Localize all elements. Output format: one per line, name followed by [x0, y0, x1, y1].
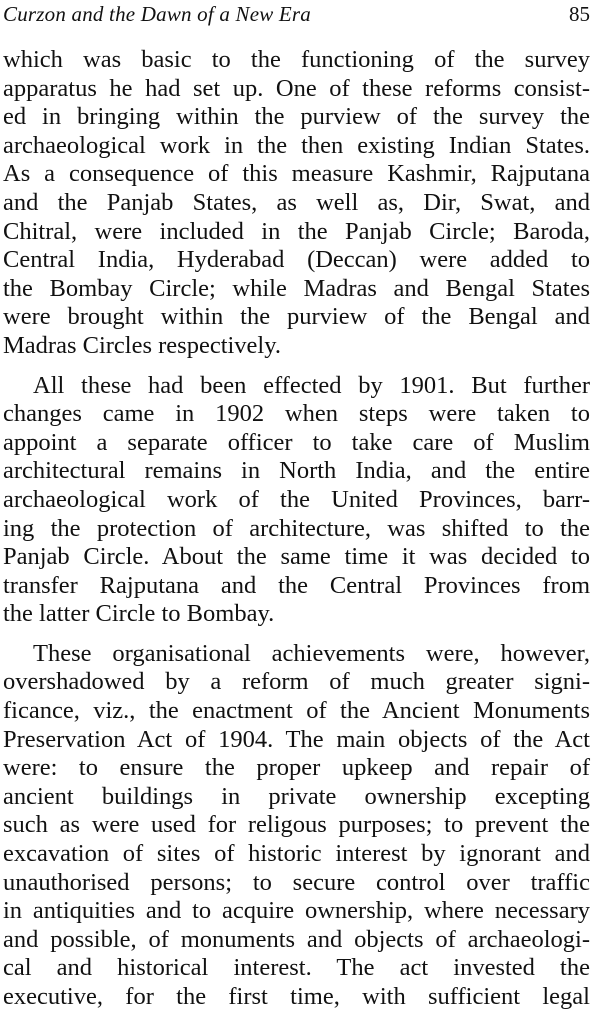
- text-line: and the Panjab States, as well as, Dir, Swat, and: [3, 188, 590, 216]
- text-line: Panjab Circle. About the same time it was decided to: [3, 543, 590, 571]
- text-line: the latter Circle to Bombay.: [3, 600, 275, 628]
- paragraph-1: [3, 46, 590, 361]
- page-header: [3, 0, 593, 30]
- text-line: archaeological work of the United Provinces, barr-: [3, 485, 590, 513]
- text-line: executive, for the first time, with sufficient legal: [3, 983, 590, 1010]
- text-line: cal and historical interest. The act invested the: [3, 954, 590, 982]
- text-line: architectural remains in North India, and the entire: [3, 457, 590, 485]
- text-line: such as were used for religous purposes; to prevent the: [3, 811, 590, 839]
- text-line: the Bombay Circle; while Madras and Bengal States: [3, 274, 590, 302]
- text-line: As a consequence of this measure Kashmir, Rajputana: [3, 160, 590, 188]
- text-line: Madras Circles respectively.: [3, 331, 282, 359]
- text-line: ed in bringing within the purview of the survey the: [3, 103, 590, 131]
- text-line: changes came in 1902 when steps were taken to: [3, 400, 590, 428]
- body-text: [3, 46, 590, 1023]
- paragraph-3: [3, 640, 590, 1012]
- text-line: These organisational achievements were, however,: [33, 639, 590, 667]
- text-line: were: to ensure the proper upkeep and repair of: [3, 754, 590, 782]
- text-line: unauthorised persons; to secure control over traffic: [3, 868, 590, 896]
- text-line: transfer Rajputana and the Central Provinces from: [3, 571, 590, 599]
- text-line: were brought within the purview of the Bengal and: [3, 303, 590, 331]
- text-line: Central India, Hyderabad (Deccan) were added to: [3, 246, 590, 274]
- text-line: in antiquities and to acquire ownership, where necessary: [3, 897, 590, 925]
- page-number: 85: [569, 2, 590, 26]
- text-line: All these had been effected by 1901. But further: [33, 371, 590, 399]
- text-line: ficance, viz., the enactment of the Ancient Monuments: [3, 697, 590, 725]
- text-line: which was basic to the functioning of the survey: [3, 46, 590, 73]
- paragraph-2: [3, 372, 590, 629]
- text-line: ancient buildings in private ownership excepting: [3, 782, 590, 810]
- text-line: ing the protection of architecture, was shifted to the: [3, 514, 590, 542]
- text-line: appoint a separate officer to take care of Muslim: [3, 428, 590, 456]
- text-line: archaeological work in the then existing Indian States.: [3, 131, 590, 159]
- text-line: Chitral, were included in the Panjab Circle; Baroda,: [3, 217, 590, 245]
- text-line: Preservation Act of 1904. The main objects of the Act: [3, 725, 590, 753]
- text-line: overshadowed by a reform of much greater signi-: [3, 668, 590, 696]
- running-head: Curzon and the Dawn of a New Era: [3, 2, 311, 26]
- text-line: apparatus he had set up. One of these reforms consist-: [3, 74, 590, 102]
- text-line: excavation of sites of historic interest by ignorant and: [3, 840, 590, 868]
- text-line: and possible, of monuments and objects of archaeologi-: [3, 925, 590, 953]
